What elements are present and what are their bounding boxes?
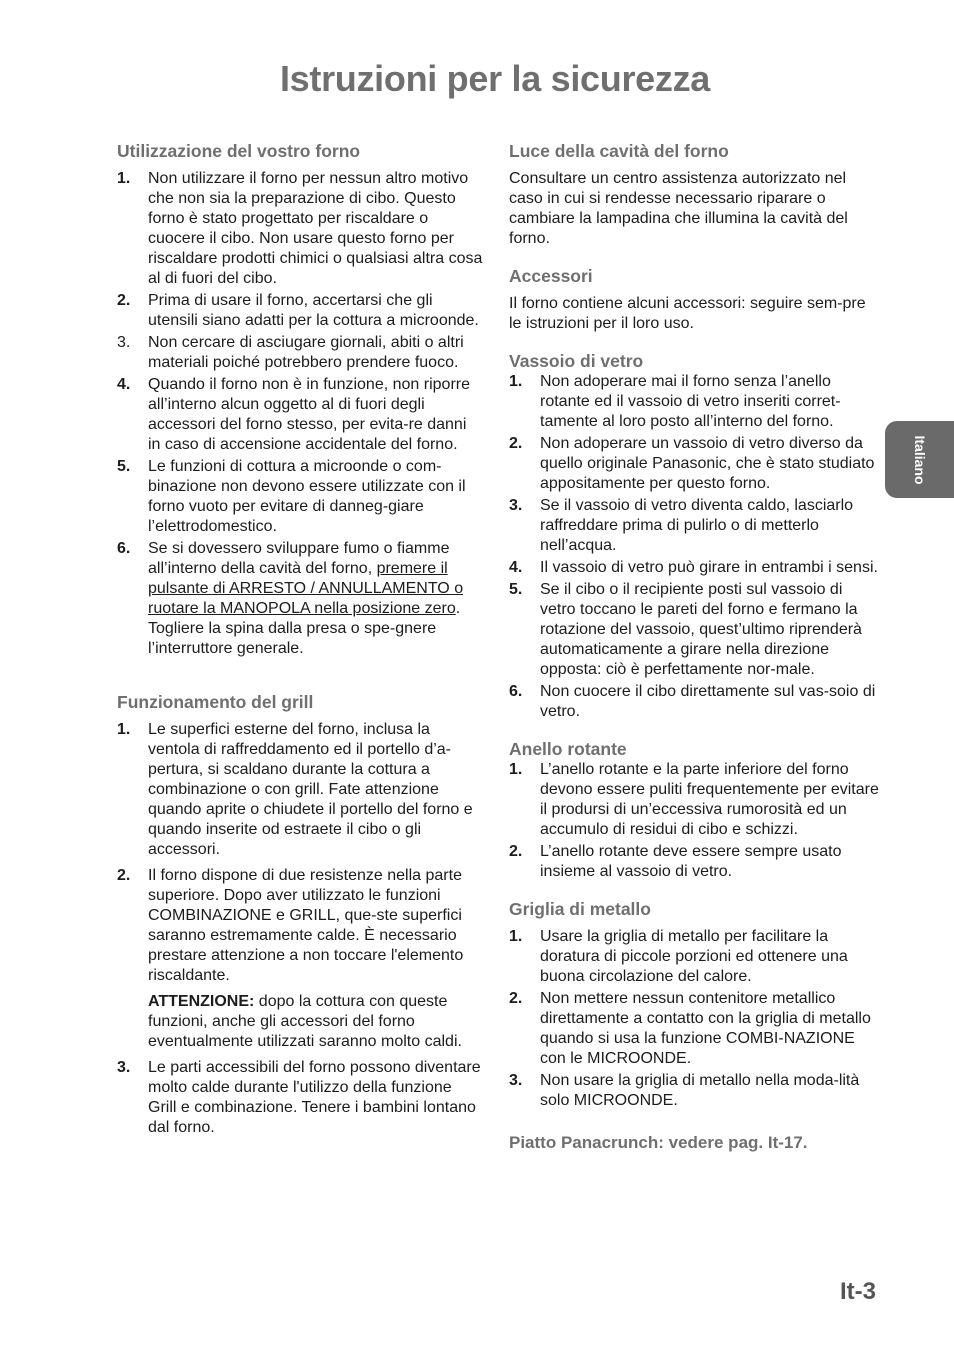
list-item xyxy=(117,169,483,289)
item-text: Non usare la griglia di metallo nella moda-lità solo MICROONDE. xyxy=(540,1072,860,1109)
item-text: L’anello rotante deve essere sempre usato insieme al vassoio di vetro. xyxy=(540,843,842,880)
list-item xyxy=(509,842,879,882)
list-item xyxy=(509,434,879,494)
instruction-list xyxy=(509,760,879,882)
item-number: 3. xyxy=(117,1059,131,1076)
list-item xyxy=(509,372,879,432)
item-number: 2. xyxy=(117,867,131,884)
item-number: 2. xyxy=(509,990,523,1007)
item-text: Il forno dispone di due resistenze nella parte superiore. Dopo aver utilizzato le funzioni COMBINAZIONE e GRILL, que-ste superfici saranno estremamente calde. È necessario prestare attenzione a non toccare l'elemento riscaldante. xyxy=(148,867,464,984)
section-text: Consultare un centro assistenza autorizzato nel caso in cui si rendesse necessario riparare o cambiare la lampadina che illumina la cavità del forno. xyxy=(509,170,848,247)
item-number: 5. xyxy=(117,458,131,475)
instruction-list xyxy=(509,372,879,722)
item-text-end: . Togliere la spina dalla presa o spe-gnere l’interruttore generale. xyxy=(148,600,461,657)
item-number: 6. xyxy=(117,540,131,557)
language-tab xyxy=(885,421,954,498)
section-heading: Anello rotante xyxy=(509,739,627,759)
section-heading: Vassoio di vetro xyxy=(509,351,644,371)
item-number: 3. xyxy=(117,334,131,351)
left-column xyxy=(117,140,483,1160)
item-number: 2. xyxy=(117,292,131,309)
section-griglia xyxy=(509,898,879,1111)
list-item xyxy=(117,539,483,659)
item-number: 4. xyxy=(117,376,131,393)
item-number: 5. xyxy=(509,581,523,598)
item-number: 4. xyxy=(509,559,523,576)
language-tab-label: Italiano xyxy=(911,434,928,485)
item-text: Non mettere nessun contenitore metallico direttamente a contatto con la griglia di metallo quando si usa la funzione COMBI-NAZIONE con le MICROONDE. xyxy=(540,990,871,1067)
underlined-instruction: premere il pulsante di ARRESTO / ANNULLAMENTO o ruotare la MANOPOLA nella posizione zero xyxy=(148,560,464,617)
item-number: 3. xyxy=(509,497,523,514)
list-item xyxy=(117,720,483,860)
list-item xyxy=(117,457,483,537)
section-grill xyxy=(117,691,483,1138)
panacrunch-reference: Piatto Panacrunch: vedere pag. It-17. xyxy=(509,1133,808,1152)
item-text: Le funzioni di cottura a microonde o com-binazione non devono essere utilizzate con il forno vuoto per evitare di danneg-giare l’elettrodomestico. xyxy=(148,458,466,535)
list-item xyxy=(117,1058,483,1138)
item-text: Non cercare di asciugare giornali, abiti o altri materiali poiché potrebbero prendere fuoco. xyxy=(148,334,464,371)
warning-note xyxy=(148,992,483,1052)
item-text: Se il vassoio di vetro diventa caldo, lasciarlo raffreddare prima di pulirlo o di metterlo nell’acqua. xyxy=(540,497,854,554)
section-heading: Accessori xyxy=(509,266,593,286)
section-accessori xyxy=(509,265,879,334)
section-heading: Utilizzazione del vostro forno xyxy=(117,141,361,161)
list-item xyxy=(117,866,483,1052)
item-text: Non cuocere il cibo direttamente sul vas-soio di vetro. xyxy=(540,683,876,720)
item-text: Se il cibo o il recipiente posti sul vassoio di vetro toccano le pareti del forno e fermano la rotazione del vassoio, quest’ultimo riprenderà automaticamente a girare nella direzione opposta: ciò è perfettamente nor-male. xyxy=(540,581,862,678)
list-item xyxy=(117,291,483,331)
item-text: Le superfici esterne del forno, inclusa la ventola di raffreddamento ed il portello d’a-pertura, si scaldano durante la cottura a combinazione o con grill. Fate attenzione quando aprite o chiudete il portello del forno e quando inserite od estraete il cibo o gli accessori. xyxy=(148,721,473,858)
section-utilizzazione xyxy=(117,140,483,659)
list-item xyxy=(509,1071,879,1111)
item-text: L’anello rotante e la parte inferiore del forno devono essere puliti frequentemente per evitare il prodursi di un’eccessiva rumorosità ed un accumulo di residui di cibo e schizzi. xyxy=(540,761,879,838)
page-title: Istruzioni per la sicurezza xyxy=(279,58,711,99)
item-text: Se si dovessero sviluppare fumo o fiamme all’interno della cavità del forno, xyxy=(148,540,450,577)
item-number: 1. xyxy=(509,761,523,778)
item-number: 2. xyxy=(509,843,523,860)
warning-text: dopo la cottura con queste funzioni, anche gli accessori del forno eventualmente utilizzati saranno molto caldi. xyxy=(148,993,462,1050)
item-text: Prima di usare il forno, accertarsi che gli utensili siano adatti per la cottura a microonde. xyxy=(148,292,479,329)
list-item xyxy=(117,333,483,373)
section-anello xyxy=(509,738,879,882)
list-item xyxy=(509,989,879,1069)
page-number: It-3 xyxy=(840,1278,876,1305)
list-item xyxy=(509,760,879,840)
list-item xyxy=(509,927,879,987)
section-vassoio xyxy=(509,350,879,722)
right-column xyxy=(509,140,879,1153)
list-item xyxy=(509,580,879,680)
item-number: 3. xyxy=(509,1072,523,1089)
section-heading: Luce della cavità del forno xyxy=(509,141,729,161)
instruction-list xyxy=(117,169,483,659)
instruction-list xyxy=(509,927,879,1111)
item-text: Il vassoio di vetro può girare in entrambi i sensi. xyxy=(540,559,878,576)
item-number: 6. xyxy=(509,683,523,700)
item-text: Non adoperare mai il forno senza l’anello rotante ed il vassoio di vetro inseriti corret-tamente al loro posto all’interno del forno. xyxy=(540,373,841,430)
item-number: 1. xyxy=(117,170,131,187)
item-number: 1. xyxy=(509,928,523,945)
item-text: Non utilizzare il forno per nessun altro motivo che non sia la preparazione di cibo. Questo forno è stato progettato per riscaldare o cuocere il cibo. Non usare questo forno per riscaldare prodotti chimici o qualsiasi altra cosa al di fuori del cibo. xyxy=(148,170,483,287)
section-luce xyxy=(509,140,879,249)
item-text: Non adoperare un vassoio di vetro diverso da quello originale Panasonic, che è stato studiato appositamente per questo forno. xyxy=(540,435,875,492)
list-item xyxy=(509,558,879,578)
list-item xyxy=(509,496,879,556)
item-number: 1. xyxy=(117,721,131,738)
item-text: Usare la griglia di metallo per facilitare la doratura di piccole porzioni ed ottenere una buona circolazione del calore. xyxy=(540,928,848,985)
section-heading: Funzionamento del grill xyxy=(117,692,314,712)
list-item xyxy=(509,682,879,722)
instruction-list xyxy=(117,720,483,1138)
section-text: Il forno contiene alcuni accessori: seguire sem-pre le istruzioni per il loro uso. xyxy=(509,295,866,332)
item-number: 1. xyxy=(509,373,523,390)
item-text: Quando il forno non è in funzione, non riporre all’interno alcun oggetto al di fuori degli accessori del forno stesso, per evita-re danni in caso di accensione accidentale del forno. xyxy=(148,376,470,453)
item-text: Le parti accessibili del forno possono diventare molto calde durante l'utilizzo della funzione Grill e combinazione. Tenere i bambini lontano dal forno. xyxy=(148,1059,481,1136)
item-number: 2. xyxy=(509,435,523,452)
warning-label: ATTENZIONE: xyxy=(148,993,255,1010)
list-item xyxy=(117,375,483,455)
section-heading: Griglia di metallo xyxy=(509,899,651,919)
